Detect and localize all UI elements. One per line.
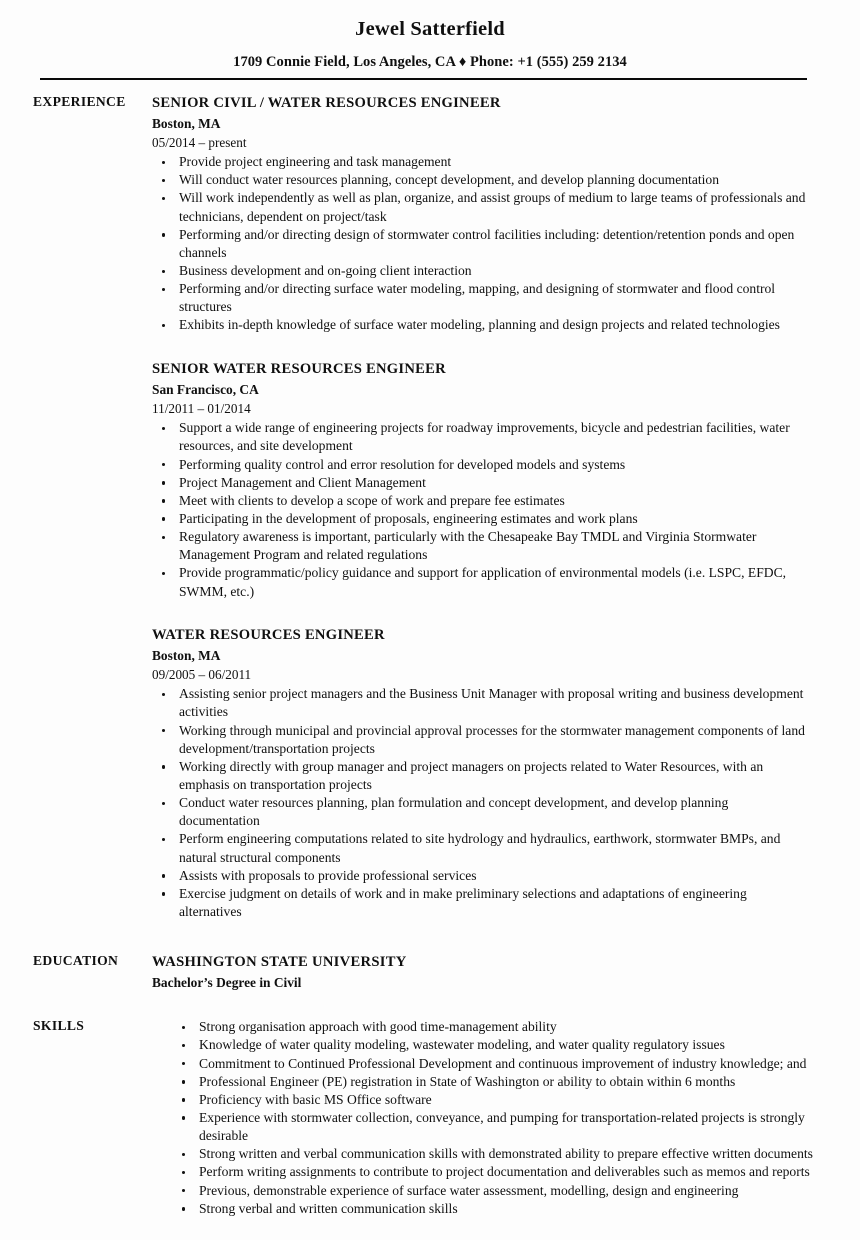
job-bullet: Provide project engineering and task management (152, 153, 812, 171)
experience-job (152, 625, 812, 921)
contact-line: 1709 Connie Field, Los Angeles, CA ♦ Phone: +1 (555) 259 2134 (233, 53, 627, 70)
resume-body (0, 80, 860, 1218)
job-bullet-list (152, 152, 812, 334)
section-label-skills: SKILLS (33, 1018, 85, 1034)
candidate-name: Jewel Satterfield (355, 18, 505, 40)
job-bullet: Assisting senior project managers and the Business Unit Manager with proposal writing and business development activities (152, 685, 812, 721)
job-bullet: Working through municipal and provincial approval processes for the stormwater management components of land development/transportation projects (152, 722, 812, 758)
job-bullet-list (152, 418, 812, 600)
job-bullet: Conduct water resources planning, plan formulation and concept development, and develop planning documentation (152, 794, 812, 830)
job-bullet: Meet with clients to develop a scope of work and prepare fee estimates (152, 492, 812, 510)
job-location: San Francisco, CA (152, 381, 259, 397)
job-title: WATER RESOURCES ENGINEER (152, 626, 385, 643)
experience-job (152, 359, 812, 601)
skill-bullet: Perform writing assignments to contribute to project documentation and deliverables such as memos and reports (152, 1163, 814, 1181)
job-dates: 09/2005 – 06/2011 (152, 666, 252, 682)
resume-header (0, 0, 860, 80)
skill-bullet: Knowledge of water quality modeling, wastewater modeling, and water quality regulatory issues (152, 1036, 814, 1054)
skills-list (152, 1017, 814, 1218)
section-skills (0, 1017, 860, 1218)
skill-bullet: Strong verbal and written communication skills (152, 1200, 814, 1218)
job-bullet: Participating in the development of proposals, engineering estimates and work plans (152, 510, 812, 528)
job-bullet: Regulatory awareness is important, particularly with the Chesapeake Bay TMDL and Virginia Stormwater Management Program and related regulations (152, 528, 812, 564)
job-bullet-list (152, 684, 812, 921)
experience-job (152, 93, 812, 335)
job-bullet: Performing and/or directing surface water modeling, mapping, and designing of stormwater and flood control structures (152, 280, 812, 316)
job-bullet: Performing and/or directing design of stormwater control facilities including: detention/retention ponds and open channels (152, 226, 812, 262)
section-label-education: EDUCATION (33, 953, 119, 969)
skill-bullet: Strong written and verbal communication skills with demonstrated ability to prepare effective written documents (152, 1145, 814, 1163)
job-bullet: Exercise judgment on details of work and in make preliminary selections and adaptations of engineering alternatives (152, 885, 812, 921)
skill-bullet: Experience with stormwater collection, conveyance, and pumping for transportation-related projects is strongly desirable (152, 1109, 814, 1145)
job-dates: 05/2014 – present (152, 134, 247, 150)
job-bullet: Exhibits in-depth knowledge of surface water modeling, planning and design projects and related technologies (152, 316, 812, 334)
skills-list-wrap (152, 1017, 860, 1218)
job-bullet: Will conduct water resources planning, concept development, and develop planning documentation (152, 171, 812, 189)
section-education (0, 952, 860, 992)
job-bullet: Business development and on-going client interaction (152, 262, 812, 280)
section-experience (0, 93, 860, 922)
education-school: WASHINGTON STATE UNIVERSITY (152, 954, 407, 971)
job-bullet: Perform engineering computations related to site hydrology and hydraulics, earthwork, stormwater BMPs, and natural structural components (152, 830, 812, 866)
job-location: Boston, MA (152, 115, 221, 131)
skill-bullet: Proficiency with basic MS Office software (152, 1091, 814, 1109)
job-bullet: Performing quality control and error resolution for developed models and systems (152, 456, 812, 474)
job-bullet: Provide programmatic/policy guidance and support for application of environmental models (i.e. LSPC, EFDC, SWMM, etc.) (152, 564, 812, 600)
job-location: Boston, MA (152, 647, 221, 663)
experience-entries (152, 93, 860, 922)
job-dates: 11/2011 – 01/2014 (152, 400, 251, 416)
job-bullet: Assists with proposals to provide professional services (152, 867, 812, 885)
skill-bullet: Strong organisation approach with good time-management ability (152, 1018, 814, 1036)
job-bullet: Support a wide range of engineering projects for roadway improvements, bicycle and pedestrian facilities, water resources, and site development (152, 419, 812, 455)
section-label-experience: EXPERIENCE (33, 93, 126, 109)
job-title: SENIOR CIVIL / WATER RESOURCES ENGINEER (152, 94, 501, 111)
skill-bullet: Previous, demonstrable experience of surface water assessment, modelling, design and engineering (152, 1182, 814, 1200)
education-degree: Bachelor’s Degree in Civil (152, 975, 302, 991)
job-title: SENIOR WATER RESOURCES ENGINEER (152, 360, 446, 377)
skill-bullet: Professional Engineer (PE) registration in State of Washington or ability to obtain within 6 months (152, 1073, 814, 1091)
job-bullet: Project Management and Client Management (152, 474, 812, 492)
job-bullet: Working directly with group manager and project managers on projects related to Water Resources, with an emphasis on transportation projects (152, 758, 812, 794)
education-entry (152, 952, 860, 992)
job-bullet: Will work independently as well as plan, organize, and assist groups of medium to large teams of professionals and technicians, dependent on project/task (152, 189, 812, 225)
skill-bullet: Commitment to Continued Professional Development and continuous improvement of industry knowledge; and (152, 1055, 814, 1073)
